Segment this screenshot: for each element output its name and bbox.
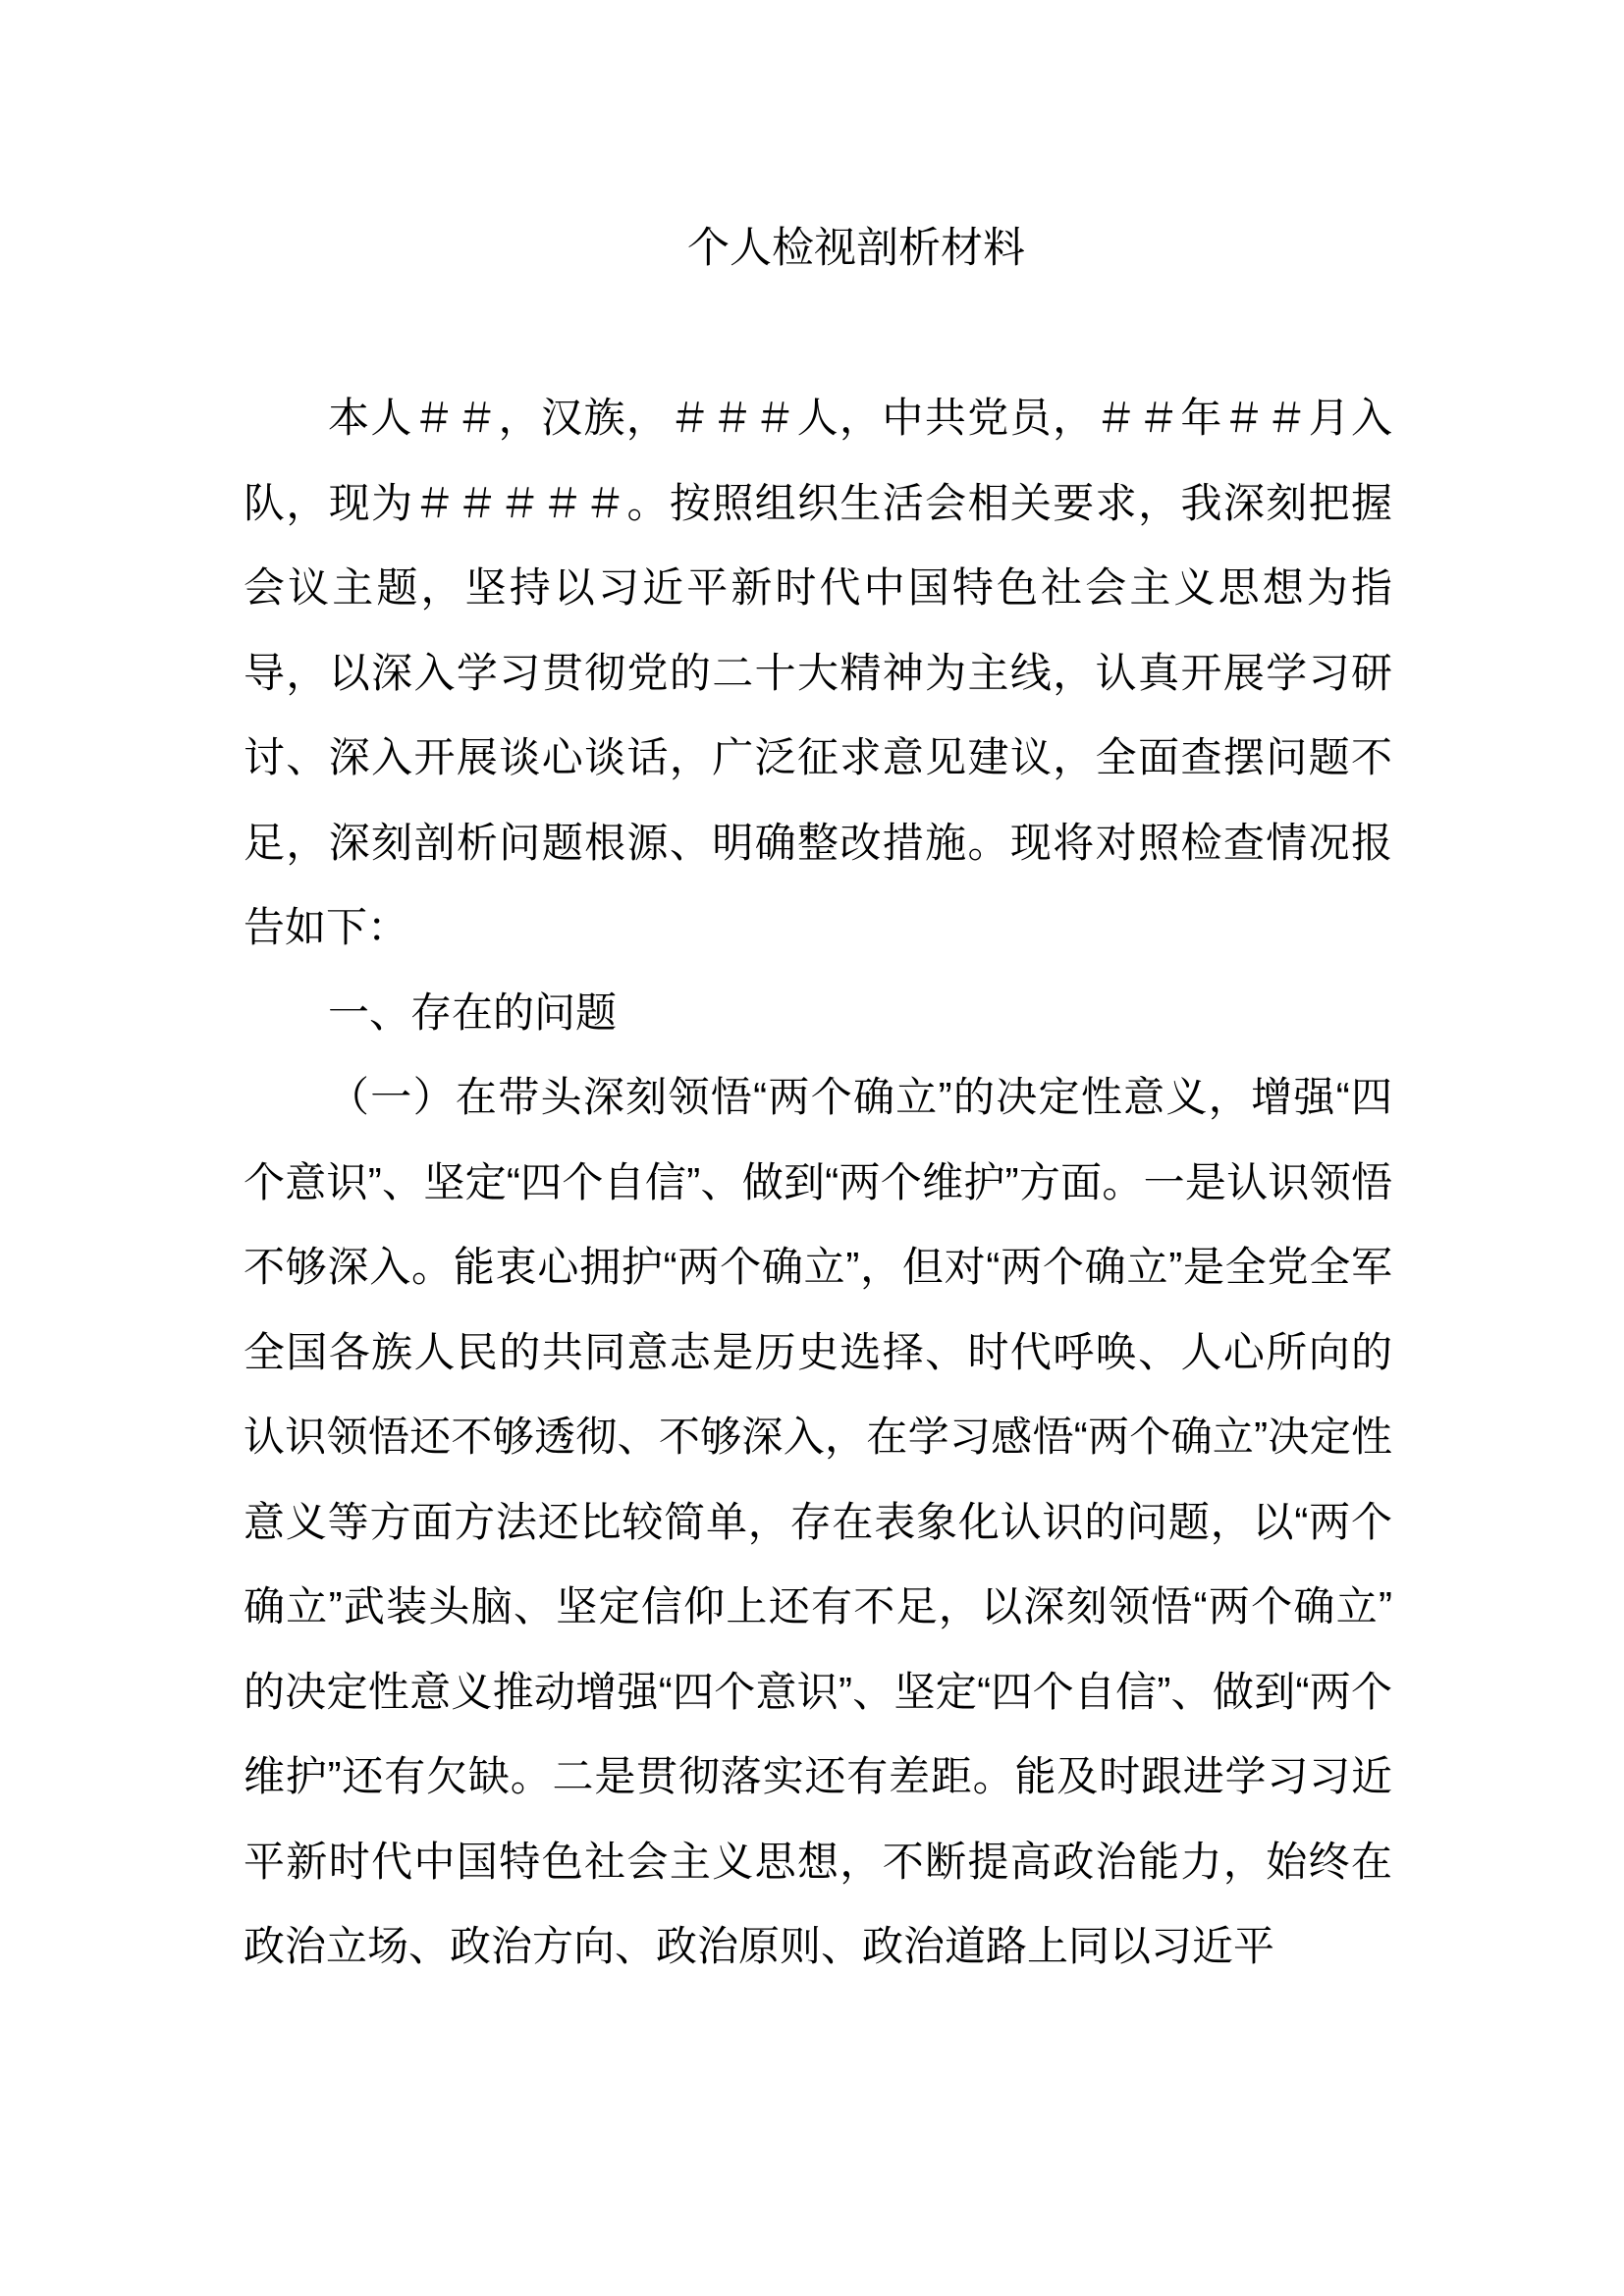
document-title: 个人检视剖析材料: [687, 225, 1025, 272]
intro-paragraph: 本人＃＃，汉族，＃＃＃人，中共党员，＃＃年＃＃月入队，现为＃＃＃＃＃。按照组织生活会相关要求，我深刻把握会议主题，坚持以习近平新时代中国特色社会主义思想为指导，以深入学习贯彻党的二十大精神为主线，认真开展学习研讨、深入开展谈心谈话，广泛征求意见建议，全面查摆问题不足，深刻剖析问题根源、明确整改措施。现将对照检查情况报告如下：: [244, 395, 1392, 950]
section-1-heading: 一、存在的问题: [328, 988, 618, 1036]
document-text-column: [244, 206, 1392, 1990]
section-1-item-1-paragraph: （一）在带头深刻领悟“两个确立”的决定性意义，增强“四个意识”、坚定“四个自信”、做到“两个维护”方面。一是认识领悟不够深入。能衷心拥护“两个确立”，但对“两个确立”是全党全军全国各族人民的共同意志是历史选择、时代呼唤、人心所向的认识领悟还不够透彻、不够深入，在学习感悟“两个确立”决定性意义等方面方法还比较简单，存在表象化认识的问题，以“两个确立”武装头脑、坚定信仰上还有不足，以深刻领悟“两个确立”的决定性意义推动增强“四个意识”、坚定“四个自信”、做到“两个维护”还有欠缺。二是贯彻落实还有差距。能及时跟进学习习近平新时代中国特色社会主义思想，不断提高政治能力，始终在政治立场、政治方向、政治原则、政治道路上同以习近平: [244, 1074, 1392, 1969]
